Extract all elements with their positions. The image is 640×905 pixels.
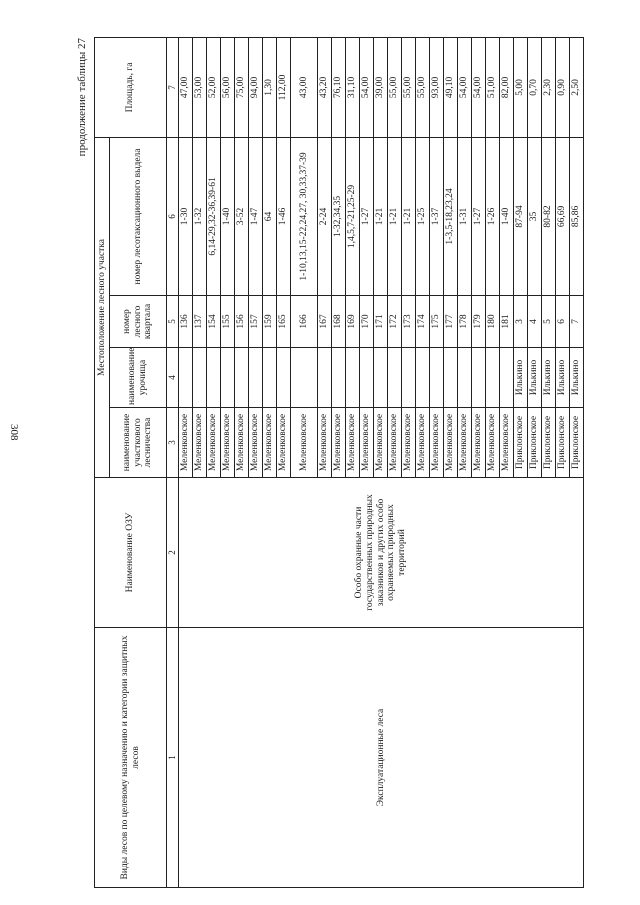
quarter-cell: 4 [528, 296, 542, 348]
district-cell: Меленковское [374, 408, 388, 478]
vydel-cell: 1-40 [221, 137, 235, 295]
vydel-cell: 1-26 [486, 137, 500, 295]
tract-cell [360, 348, 374, 408]
area-cell: 5,00 [514, 37, 528, 137]
district-cell: Приклонское [556, 408, 570, 478]
area-cell: 55,00 [416, 37, 430, 137]
tract-cell [235, 348, 249, 408]
district-cell: Меленковское [346, 408, 360, 478]
district-cell: Приклонское [542, 408, 556, 478]
vydel-cell: 87-94 [514, 137, 528, 295]
vydel-cell: 64 [263, 137, 277, 295]
table-body [179, 37, 584, 887]
area-cell: 76,10 [332, 37, 346, 137]
district-cell: Меленковское [263, 408, 277, 478]
quarter-cell: 180 [486, 296, 500, 348]
vydel-cell: 2-24 [318, 137, 332, 295]
district-cell: Меленковское [430, 408, 444, 478]
district-cell: Меленковское [416, 408, 430, 478]
area-cell: 0,70 [528, 37, 542, 137]
quarter-cell: 167 [318, 296, 332, 348]
area-cell: 0,90 [556, 37, 570, 137]
district-cell: Приклонское [528, 408, 542, 478]
column-number: 2 [167, 478, 179, 628]
area-cell: 55,00 [402, 37, 416, 137]
area-cell: 31,10 [346, 37, 360, 137]
tract-cell [458, 348, 472, 408]
vydel-cell: 1-47 [249, 137, 263, 295]
district-cell: Меленковское [193, 408, 207, 478]
district-cell: Меленковское [318, 408, 332, 478]
area-cell: 94,00 [249, 37, 263, 137]
quarter-cell: 169 [346, 296, 360, 348]
quarter-cell: 165 [277, 296, 291, 348]
vydel-cell: 1-32 [193, 137, 207, 295]
district-cell: Меленковское [388, 408, 402, 478]
tract-cell: Илькино [542, 348, 556, 408]
area-cell: 56,00 [221, 37, 235, 137]
district-cell: Меленковское [221, 408, 235, 478]
vydel-cell: 1-21 [402, 137, 416, 295]
area-cell: 43,00 [291, 37, 318, 137]
tract-cell [430, 348, 444, 408]
quarter-cell: 3 [514, 296, 528, 348]
tract-cell [486, 348, 500, 408]
quarter-cell: 137 [193, 296, 207, 348]
vydel-cell: 1,4,5,7-21,25-29 [346, 137, 360, 295]
column-number: 4 [167, 348, 179, 408]
area-cell: 2,30 [542, 37, 556, 137]
tract-cell [263, 348, 277, 408]
district-cell: Приклонское [570, 408, 584, 478]
quarter-cell: 136 [179, 296, 193, 348]
area-cell: 54,00 [458, 37, 472, 137]
tract-cell: Илькино [570, 348, 584, 408]
tract-cell [472, 348, 486, 408]
tract-cell [179, 348, 193, 408]
area-cell: 2,50 [570, 37, 584, 137]
district-cell: Меленковское [444, 408, 458, 478]
vydel-cell: 80-82 [542, 137, 556, 295]
tract-cell: Илькино [556, 348, 570, 408]
district-cell: Меленковское [500, 408, 514, 478]
area-cell: 52,00 [207, 37, 221, 137]
vydel-cell: 1-27 [472, 137, 486, 295]
area-cell: 53,00 [193, 37, 207, 137]
vydel-cell: 66,69 [556, 137, 570, 295]
tract-cell [374, 348, 388, 408]
area-cell: 112,00 [277, 37, 291, 137]
quarter-cell: 156 [235, 296, 249, 348]
quarter-cell: 7 [570, 296, 584, 348]
quarter-cell: 172 [388, 296, 402, 348]
tract-cell [193, 348, 207, 408]
quarter-cell: 168 [332, 296, 346, 348]
quarter-cell: 155 [221, 296, 235, 348]
district-cell: Меленковское [249, 408, 263, 478]
tract-cell [444, 348, 458, 408]
table-continuation-caption: продолжение таблицы 27 [76, 38, 88, 157]
header-tract: наименование урочища [110, 348, 167, 408]
district-cell: Меленковское [291, 408, 318, 478]
forest-plots-table [94, 37, 584, 888]
area-cell: 75,00 [235, 37, 249, 137]
quarter-cell: 181 [500, 296, 514, 348]
district-cell: Меленковское [179, 408, 193, 478]
quarter-cell: 171 [374, 296, 388, 348]
header-location-group: Местоположение лесного участка [95, 137, 110, 477]
quarter-cell: 177 [444, 296, 458, 348]
tract-cell [402, 348, 416, 408]
tract-cell [346, 348, 360, 408]
vydel-cell: 1-40 [500, 137, 514, 295]
column-number: 6 [167, 137, 179, 295]
quarter-cell: 174 [416, 296, 430, 348]
header-quarter: номер лесного квартала [110, 296, 167, 348]
header-district: наименование участкового лесничества [110, 408, 167, 478]
quarter-cell: 178 [458, 296, 472, 348]
vydel-cell: 1-27 [360, 137, 374, 295]
vydel-cell: 1-37 [430, 137, 444, 295]
tract-cell [332, 348, 346, 408]
vydel-cell: 1-32,34,35 [332, 137, 346, 295]
quarter-cell: 154 [207, 296, 221, 348]
district-cell: Меленковское [458, 408, 472, 478]
vydel-cell: 85,86 [570, 137, 584, 295]
vydel-cell: 1-46 [277, 137, 291, 295]
district-cell: Меленковское [486, 408, 500, 478]
district-cell: Приклонское [514, 408, 528, 478]
ozu-name-cell: Особо охранные части государственных природных заказников и других особо охраняемых природных территорий [179, 478, 584, 628]
header-ozu-name: Наименование ОЗУ [95, 478, 167, 628]
page-number: 308 [8, 424, 20, 441]
vydel-cell: 1-21 [374, 137, 388, 295]
district-cell: Меленковское [402, 408, 416, 478]
column-number: 3 [167, 408, 179, 478]
quarter-cell: 173 [402, 296, 416, 348]
header-forest-type: Виды лесов по целевому назначению и категории защитных лесов [95, 628, 167, 888]
tract-cell: Илькино [528, 348, 542, 408]
tract-cell [207, 348, 221, 408]
area-cell: 39,00 [374, 37, 388, 137]
district-cell: Меленковское [277, 408, 291, 478]
vydel-cell: 1-31 [458, 137, 472, 295]
district-cell: Меленковское [235, 408, 249, 478]
vydel-cell: 1-10,13,15-22,24,27, 30,33,37-39 [291, 137, 318, 295]
tract-cell [221, 348, 235, 408]
quarter-cell: 5 [542, 296, 556, 348]
column-number: 5 [167, 296, 179, 348]
column-number: 7 [167, 37, 179, 137]
vydel-cell: 35 [528, 137, 542, 295]
district-cell: Меленковское [332, 408, 346, 478]
tract-cell [318, 348, 332, 408]
area-cell: 1,30 [263, 37, 277, 137]
vydel-cell: 1-21 [388, 137, 402, 295]
district-cell: Меленковское [360, 408, 374, 478]
vydel-cell: 1-3,5-18,23,24 [444, 137, 458, 295]
quarter-cell: 166 [291, 296, 318, 348]
forest-type-cell: Эксплуатационные леса [179, 628, 584, 888]
area-cell: 43,20 [318, 37, 332, 137]
header-vydel: номер лесотаксационного выдела [110, 137, 167, 295]
tract-cell [249, 348, 263, 408]
vydel-cell: 6,14-29,32-36,39-61 [207, 137, 221, 295]
area-cell: 47,00 [179, 37, 193, 137]
tract-cell: Илькино [514, 348, 528, 408]
area-cell: 54,00 [472, 37, 486, 137]
rotated-table-page [72, 38, 582, 888]
district-cell: Меленковское [472, 408, 486, 478]
district-cell: Меленковское [207, 408, 221, 478]
tract-cell [277, 348, 291, 408]
quarter-cell: 170 [360, 296, 374, 348]
vydel-cell: 1-25 [416, 137, 430, 295]
area-cell: 55,00 [388, 37, 402, 137]
header-area: Площадь, га [95, 37, 167, 137]
column-number: 1 [167, 628, 179, 888]
tract-cell [500, 348, 514, 408]
quarter-cell: 6 [556, 296, 570, 348]
tract-cell [416, 348, 430, 408]
area-cell: 54,00 [360, 37, 374, 137]
area-cell: 82,00 [500, 37, 514, 137]
quarter-cell: 159 [263, 296, 277, 348]
quarter-cell: 157 [249, 296, 263, 348]
quarter-cell: 175 [430, 296, 444, 348]
quarter-cell: 179 [472, 296, 486, 348]
area-cell: 93,00 [430, 37, 444, 137]
tract-cell [291, 348, 318, 408]
area-cell: 49,10 [444, 37, 458, 137]
area-cell: 51,00 [486, 37, 500, 137]
tract-cell [388, 348, 402, 408]
vydel-cell: 3-52 [235, 137, 249, 295]
vydel-cell: 1-30 [179, 137, 193, 295]
table-row [179, 37, 193, 887]
